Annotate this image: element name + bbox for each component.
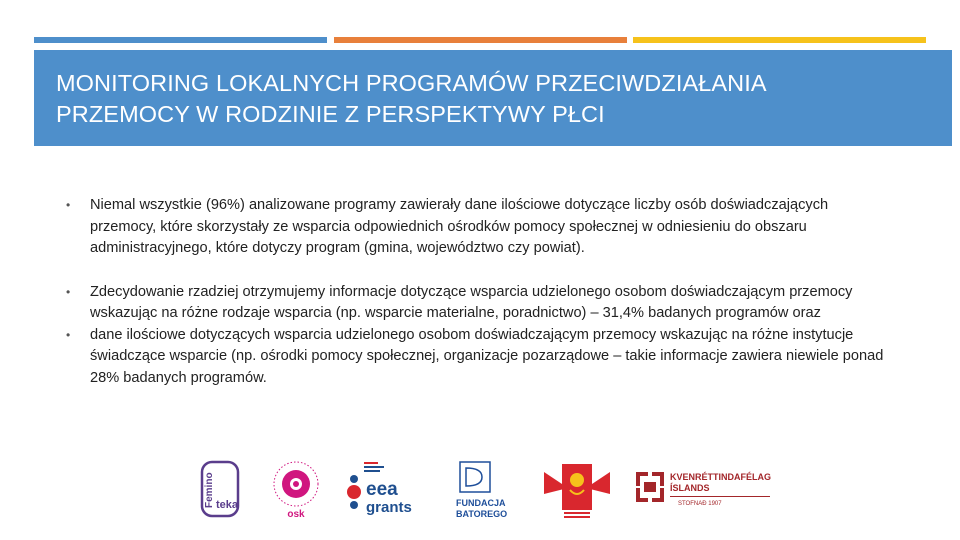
bullet-item: • Niemal wszystkie (96%) analizowane programy zawierały dane ilościowe dotyczące liczby osób doświadczających przemocy, które skorzystały ze wsparcia odpowiednich ośrodków pomocy społecznej w odniesieniu do obszaru administracyjnego, które dotyczy program (gmina, województwo czy powiat). <box>66 195 896 260</box>
title-line-2: PRZEMOCY W RODZINIE Z PERSPEKTYWY PŁCI <box>56 101 605 127</box>
content-body <box>66 195 896 389</box>
feminoteka-logo-text-a: Femino <box>204 472 215 508</box>
accent-bar-blue <box>34 37 327 43</box>
batory-logo-text-2: BATOREGO <box>456 509 508 519</box>
title-line-1: MONITORING LOKALNYCH PROGRAMÓW PRZECIWDZIAŁANIA <box>56 70 767 96</box>
eea-logo-text-2: grants <box>366 499 412 516</box>
batory-logo-text-1: FUNDACJA <box>456 498 506 508</box>
osk-logo <box>270 458 322 520</box>
osk-logo-text: osk <box>287 509 305 520</box>
kvenr-logo-text-2: ÍSLANDS <box>670 483 710 493</box>
fundacja-batorego-logo <box>452 458 514 520</box>
logo-row <box>0 458 960 520</box>
kvenr-logo-text-3: STOFNAÐ 1907 <box>678 501 722 507</box>
page-title <box>56 68 767 130</box>
title-banner <box>34 50 952 146</box>
bullet-item: • Zdecydowanie rzadziej otrzymujemy informacje dotyczące wsparcia udzielonego osobom doświadczającym przemocy wskazując na różne rodzaje wsparcia (np. wsparcie materialne, poradnictwo) – 31,4% badanych programów oraz <box>66 282 896 325</box>
kvenr-logo-text-1: KVENRÉTTINDAFÉLAG <box>670 472 771 482</box>
bullet-item: • dane ilościowe dotyczących wsparcia udzielonego osobom doświadczającym przemocy wskazując na różne instytucje świadczące wsparcie (np. ośrodki pomocy społecznej, organizacje pozarządowe – takie informacje zawiera niewiele ponad 28% badanych programów. <box>66 325 896 390</box>
accent-bar-yellow <box>633 37 926 43</box>
crest-logo <box>540 458 614 520</box>
accent-bar-orange <box>334 37 627 43</box>
feminoteka-logo <box>200 458 240 520</box>
eea-grants-logo <box>342 458 422 520</box>
kvenrettindafelag-logo <box>634 458 774 520</box>
feminoteka-logo-text-b: teka <box>216 499 239 511</box>
eea-logo-text-1: eea <box>366 479 398 500</box>
